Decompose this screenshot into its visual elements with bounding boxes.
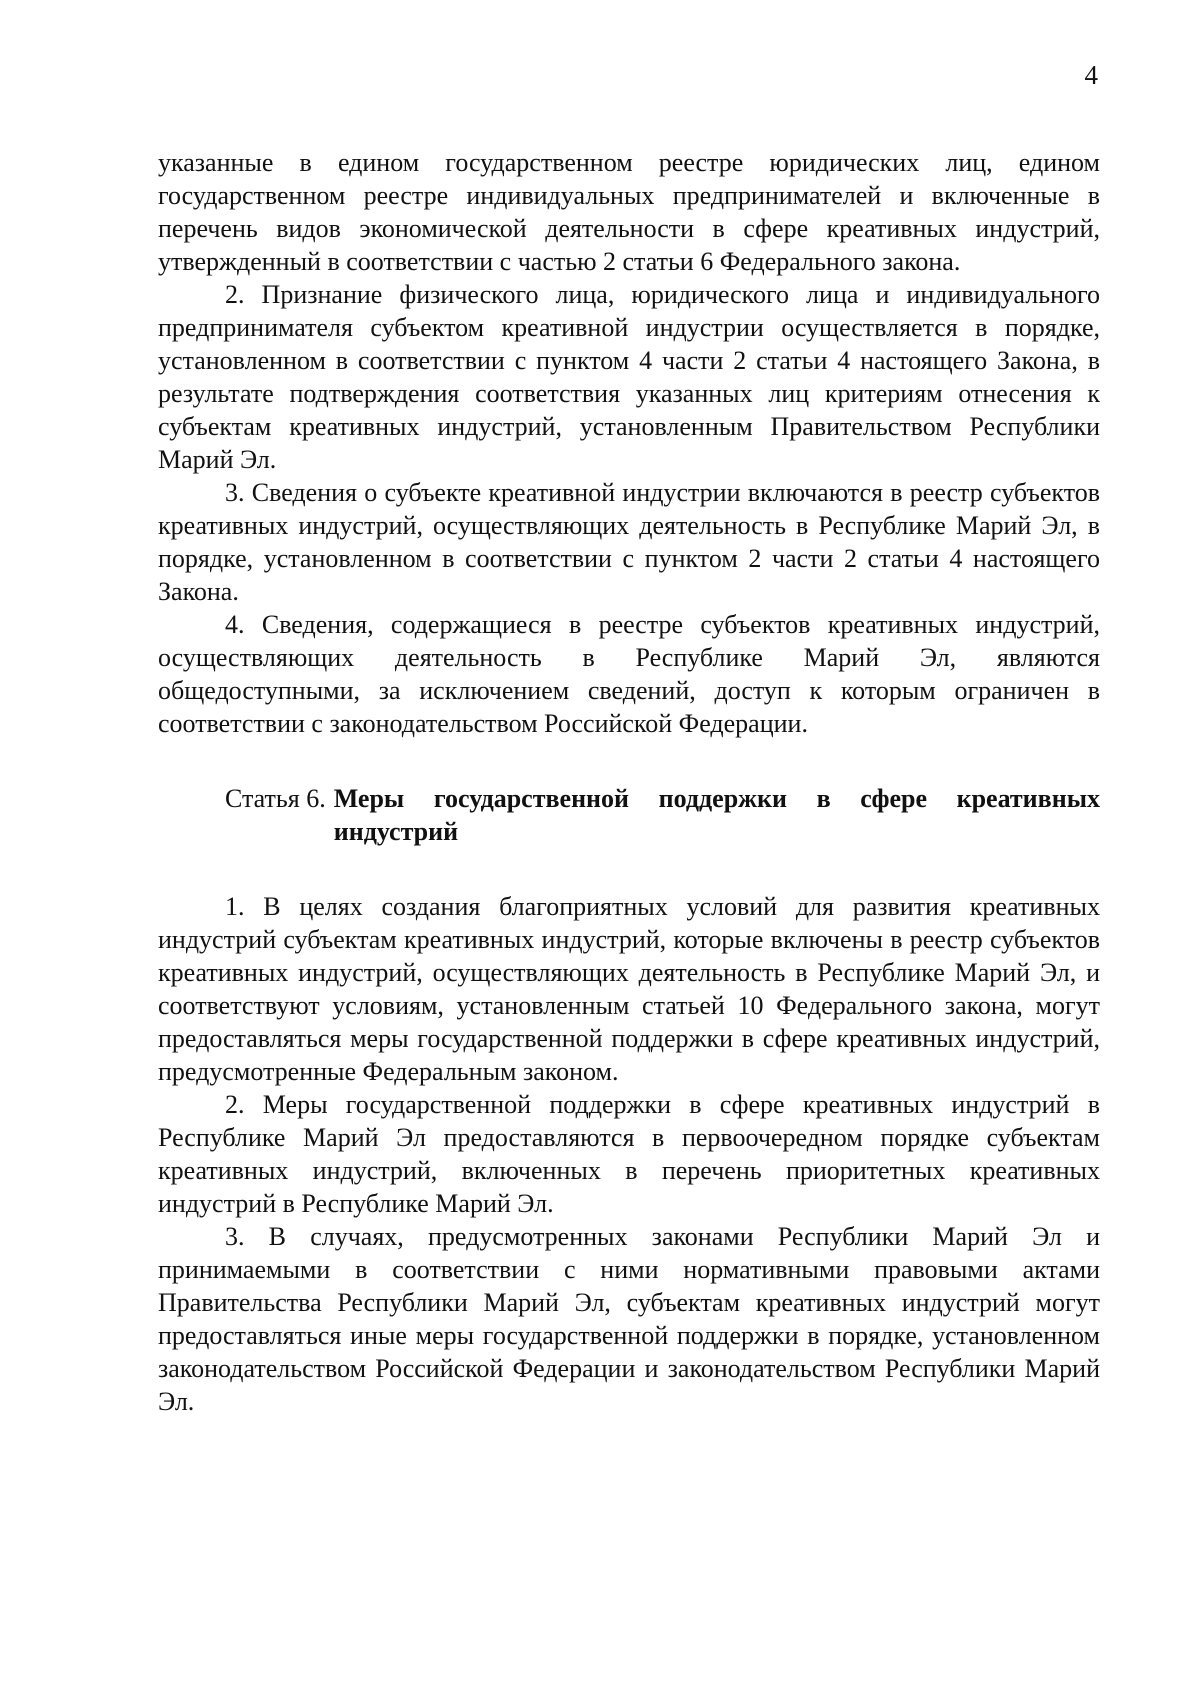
paragraph-item-2: 2. Признание физического лица, юридического лица и индивидуального предпринимателя субъектом креативной индустрии осуществляется в порядке, установленном в соответствии с пунктом 4 части 2 статьи 4 настоящего Закона, в результате подтверждения соответствия указанных лиц критериям отнесения к субъектам креативных индустрий, установленным Правительством Республики Марий Эл. <box>158 280 1100 474</box>
article-paragraph-3: 3. В случаях, предусмотренных законами Республики Марий Эл и принимаемыми в соответствии с ними нормативными правовыми актами Правительства Республики Марий Эл, субъектам креативных индустрий могут предоставляться иные меры государственной поддержки в порядке, установленном законодательством Российской Федерации и законодательством Республики Марий Эл. <box>158 1222 1100 1416</box>
paragraph-item-4: 4. Сведения, содержащиеся в реестре субъектов креативных индустрий, осуществляющих деятельность в Республике Марий Эл, являются общедоступными, за исключением сведений, доступ к которым ограничен в соответствии с законодательством Российской Федерации. <box>158 610 1100 738</box>
page-number: 4 <box>1084 60 1098 90</box>
article-paragraph-2: 2. Меры государственной поддержки в сфере креативных индустрий в Республике Марий Эл предоставляются в первоочередном порядке субъектам креативных индустрий, включенных в перечень приоритетных креативных индустрий в Республике Марий Эл. <box>158 1090 1100 1218</box>
document-body <box>158 146 1100 1418</box>
article-heading <box>158 782 1100 848</box>
paragraph-item-3: 3. Сведения о субъекте креативной индустрии включаются в реестр субъектов креативных индустрий, осуществляющих деятельность в Республике Марий Эл, в порядке, установленном в соответствии с пунктом 2 части 2 статьи 4 настоящего Закона. <box>158 478 1100 606</box>
article-label: Статья 6. <box>225 784 326 813</box>
paragraph-continuation: указанные в едином государственном реестре юридических лиц, едином государственном реестре индивидуальных предпринимателей и включенные в перечень видов экономической деятельности в сфере креативных индустрий, утвержденный в соответствии с частью 2 статьи 6 Федерального закона. <box>158 148 1100 276</box>
article-title: Меры государственной поддержки в сфере креативных индустрий <box>333 784 1100 846</box>
article-paragraph-1: 1. В целях создания благоприятных условий для развития креативных индустрий субъектам креативных индустрий, которые включены в реестр субъектов креативных индустрий, осуществляющих деятельность в Республике Марий Эл, и соответствуют условиям, установленным статьей 10 Федерального закона, могут предоставляться меры государственной поддержки в сфере креативных индустрий, предусмотренные Федеральным законом. <box>158 892 1100 1086</box>
